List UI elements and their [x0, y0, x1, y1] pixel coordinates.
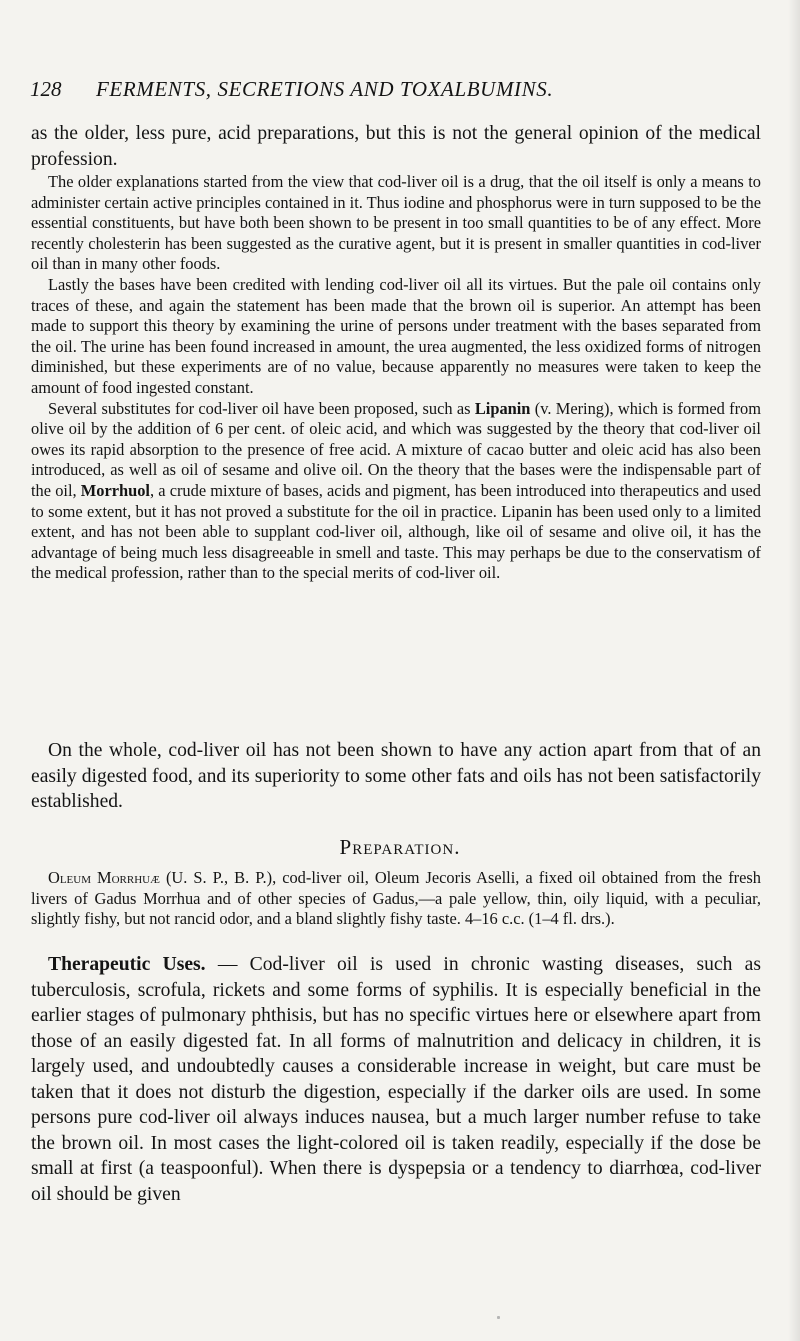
oleum-morrhuae-term: Oleum Morrhuæ — [48, 868, 160, 887]
running-title: FERMENTS, SECRETIONS AND TOXALBUMINS. — [96, 77, 554, 101]
therapeutic-uses-body: — Cod-liver oil is used in chronic wasting diseases, such as tuberculosis, scrofula, rickets and some forms of syphilis. It is especially beneficial in the earlier stages of pulmonary phthisis, but has no specific virtues here or elsewhere apart from those of an easily digested fat. In all forms of malnutrition and delicacy in children, it is largely used, and undoubtedly causes a considerable increase in weight, but care must be taken that it does not disturb the digestion, especially if the darker oils are used. In some persons pure cod-liver oil always induces nausea, but a much larger number refuse to take the brown oil. In most cases the light-colored oil is taken readily, especially if the dose be small at first (a teaspoonful). When there is dyspepsia or a tendency to diarrhœa, cod-liver oil should be given — [31, 954, 761, 1205]
small-print-section — [31, 172, 761, 584]
substitutes-text-middle: (v. Mering), which is formed from olive oil by the addition of 6 per cent. of oleic acid, and which was suggested by the theory that cod-liver oil owes its rapid absorption to the presence of free acid. A mixture of cacao butter and oleic acid has also been introduced, as well as oil of sesame and olive oil. On the theory that the bases were the indispensable part of the oil, — [31, 398, 761, 500]
conclusion-text: On the whole, cod-liver oil has not been shown to have any action apart from that of an easily digested food, and its superiority to some other fats and oils has not been satisfactorily established. — [31, 740, 761, 812]
preparation-entry — [31, 868, 761, 930]
paper-speck — [497, 1316, 500, 1319]
page-edge-shadow — [788, 0, 800, 1341]
intro-paragraph — [31, 121, 761, 172]
morrhuol-term: Morrhuol — [80, 480, 150, 500]
bases-paragraph: Lastly the bases have been credited with lending cod-liver oil all its virtues. But the pale oil contains only traces of these, and again the statement has been made that the brown oil is superior. An attempt has been made to support this theory by examining the urine of persons under treatment with the bases separated from the oil. The urine has been found increased in amount, the urea augmented, the less oxidized forms of nitrogen diminished, but these experiments are of no value, because apparently no measures were taken to keep the amount of food ingested constant. — [31, 274, 761, 397]
substitutes-text-start: Several substitutes for cod-liver oil have been proposed, such as — [48, 398, 475, 418]
page-number: 128 — [30, 77, 62, 101]
running-head — [30, 76, 770, 102]
intro-text: as the older, less pure, acid preparations, but this is not the general opinion of the medical profession. — [31, 123, 761, 170]
preparation-heading: Preparation. — [339, 835, 461, 859]
preparation-text — [31, 868, 761, 930]
substitutes-paragraph — [31, 399, 761, 584]
preparation-description: (U. S. P., B. P.), cod-liver oil, Oleum Jecoris Aselli, a fixed oil obtained from the fresh livers of Gadus Morrhua and of other species of Gadus,—a pale yellow, thin, oily liquid, with a peculiar, slightly fishy, but not rancid odor, and a bland slightly fishy taste. 4–16 c.c. (1–4 fl. drs.). — [31, 868, 761, 929]
substitutes-text-end: , a crude mixture of bases, acids and pigment, has been introduced into therapeutics and used to some extent, but it has not proved a substitute for the oil in practice. Lipanin has been used only to a limited extent, and has not been able to supplant cod-liver oil, although, like oil of sesame and olive oil, it has the advantage of being much less disagreeable in smell and taste. This may perhaps be due to the conservatism of the medical profession, rather than to the special merits of cod-liver oil. — [31, 480, 762, 583]
therapeutic-uses-text — [31, 952, 761, 1207]
therapeutic-uses-label: Therapeutic Uses. — [48, 954, 206, 975]
lipanin-term: Lipanin — [474, 398, 531, 418]
therapeutic-uses-section — [31, 952, 761, 1207]
conclusion-paragraph — [31, 738, 761, 815]
older-explanations-paragraph: The older explanations started from the view that cod-liver oil is a drug, that the oil itself is only a means to administer certain active principles contained in it. Thus iodine and phosphorus were in turn supposed to be the essential constituents, but have both been shown to be present in too small quantities to be of any effect. More recently cholesterin has been suggested as the curative agent, but it is present in smaller quantities in cod-liver oil than in many other foods. — [31, 172, 761, 274]
